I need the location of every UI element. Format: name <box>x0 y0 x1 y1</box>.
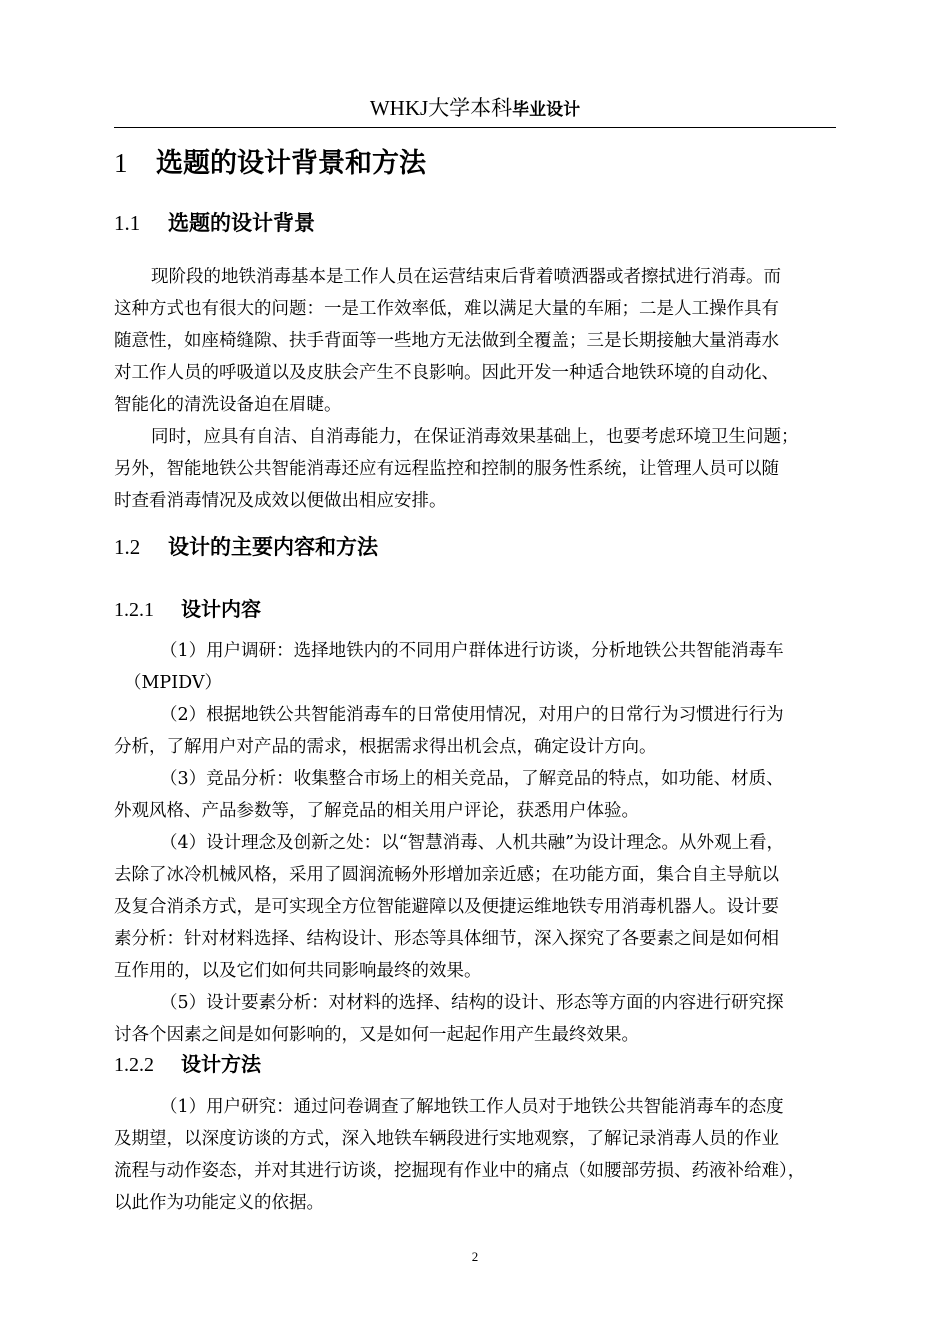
section-title: 设计的主要内容和方法 <box>168 535 378 559</box>
section-number: 1.2 <box>114 535 141 559</box>
text-line: 时查看消毒情况及成效以便做出相应安排。 <box>114 491 447 511</box>
header-rule <box>114 127 836 128</box>
section-heading-1-1 <box>114 208 315 238</box>
header-title-prefix: WHKJ大学本科 <box>369 96 513 120</box>
list-item-line: 讨各个因素之间是如何影响的，又是如何一起起作用产生最终效果。 <box>114 1025 639 1045</box>
design-method-list <box>114 1091 836 1219</box>
section-number: 1.1 <box>114 211 141 235</box>
subsection-title: 设计内容 <box>181 597 261 621</box>
list-item-line: 素分析：针对材料选择、结构设计、形态等具体细节，深入探究了各要素之间是如何相 <box>114 929 779 949</box>
list-item-line: 分析，了解用户对产品的需求，根据需求得出机会点，确定设计方向。 <box>114 737 657 757</box>
header-title-suffix: 毕业设计 <box>512 100 581 120</box>
paragraph-background-1 <box>114 261 836 421</box>
subsection-number: 1.2.1 <box>114 599 154 621</box>
text-line: 随意性，如座椅缝隙、扶手背面等一些地方无法做到全覆盖；三是长期接触大量消毒水 <box>114 331 779 351</box>
list-item-line: （3）竞品分析：收集整合市场上的相关竞品，了解竞品的特点，如功能、材质、 <box>160 769 784 789</box>
section-title: 选题的设计背景 <box>168 211 315 235</box>
subsection-number: 1.2.2 <box>114 1054 154 1076</box>
list-item-line: 及期望，以深度访谈的方式，深入地铁车辆段进行实地观察，了解记录消毒人员的作业 <box>114 1129 779 1149</box>
text-line: 智能化的清洗设备迫在眉睫。 <box>114 395 342 415</box>
list-item-line: 流程与动作姿态，并对其进行访谈，挖掘现有作业中的痛点（如腰部劳损、药液补给难）， <box>114 1161 806 1181</box>
list-item-line: 外观风格、产品参数等，了解竞品的相关用户评论，获悉用户体验。 <box>114 801 639 821</box>
text-line: 对工作人员的呼吸道以及皮肤会产生不良影响。因此开发一种适合地铁环境的自动化、 <box>114 363 779 383</box>
list-item-line: （1）用户调研：选择地铁内的不同用户群体进行访谈，分析地铁公共智能消毒车 <box>160 641 784 661</box>
text-line: 另外，智能地铁公共智能消毒还应有远程监控和控制的服务性系统，让管理人员可以随 <box>114 459 779 479</box>
text-line: 同时，应具有自洁、自消毒能力，在保证消毒效果基础上，也要考虑环境卫生问题； <box>151 427 799 447</box>
section-heading-1-2 <box>114 532 378 562</box>
list-item-line: 去除了冰冷机械风格，采用了圆润流畅外形增加亲近感；在功能方面，集合自主导航以 <box>114 865 779 885</box>
chapter-number: 1 <box>114 148 128 178</box>
design-content-list <box>114 635 836 1051</box>
list-item-line: （5）设计要素分析：对材料的选择、结构的设计、形态等方面的内容进行研究探 <box>160 993 784 1013</box>
subsection-title: 设计方法 <box>181 1052 261 1076</box>
list-item-line: （MPIDV） <box>124 673 222 693</box>
list-item-line: （4）设计理念及创新之处：以“智慧消毒、人机共融”为设计理念。从外观上看， <box>160 833 785 853</box>
list-item-line: 及复合消杀方式，是可实现全方位智能避障以及便捷运维地铁专用消毒机器人。设计要 <box>114 897 779 917</box>
list-item-line: （1）用户研究：通过问卷调查了解地铁工作人员对于地铁公共智能消毒车的态度 <box>160 1097 784 1117</box>
list-item-line: （2）根据地铁公共智能消毒车的日常使用情况，对用户的日常行为习惯进行行为 <box>160 705 784 725</box>
paragraph-background-2 <box>114 421 836 517</box>
subsection-heading-1-2-1 <box>114 594 261 625</box>
chapter-title: 选题的设计背景和方法 <box>156 148 426 179</box>
chapter-heading <box>114 145 426 182</box>
page-number: 2 <box>471 1249 479 1264</box>
text-line: 现阶段的地铁消毒基本是工作人员在运营结束后背着喷洒器或者擦拭进行消毒。而 <box>151 267 781 287</box>
running-header <box>0 94 950 124</box>
subsection-heading-1-2-2 <box>114 1049 261 1080</box>
list-item-line: 以此作为功能定义的依据。 <box>114 1193 324 1213</box>
list-item-line: 互作用的，以及它们如何共同影响最终的效果。 <box>114 961 482 981</box>
text-line: 这种方式也有很大的问题：一是工作效率低，难以满足大量的车厢；二是人工操作具有 <box>114 299 779 319</box>
